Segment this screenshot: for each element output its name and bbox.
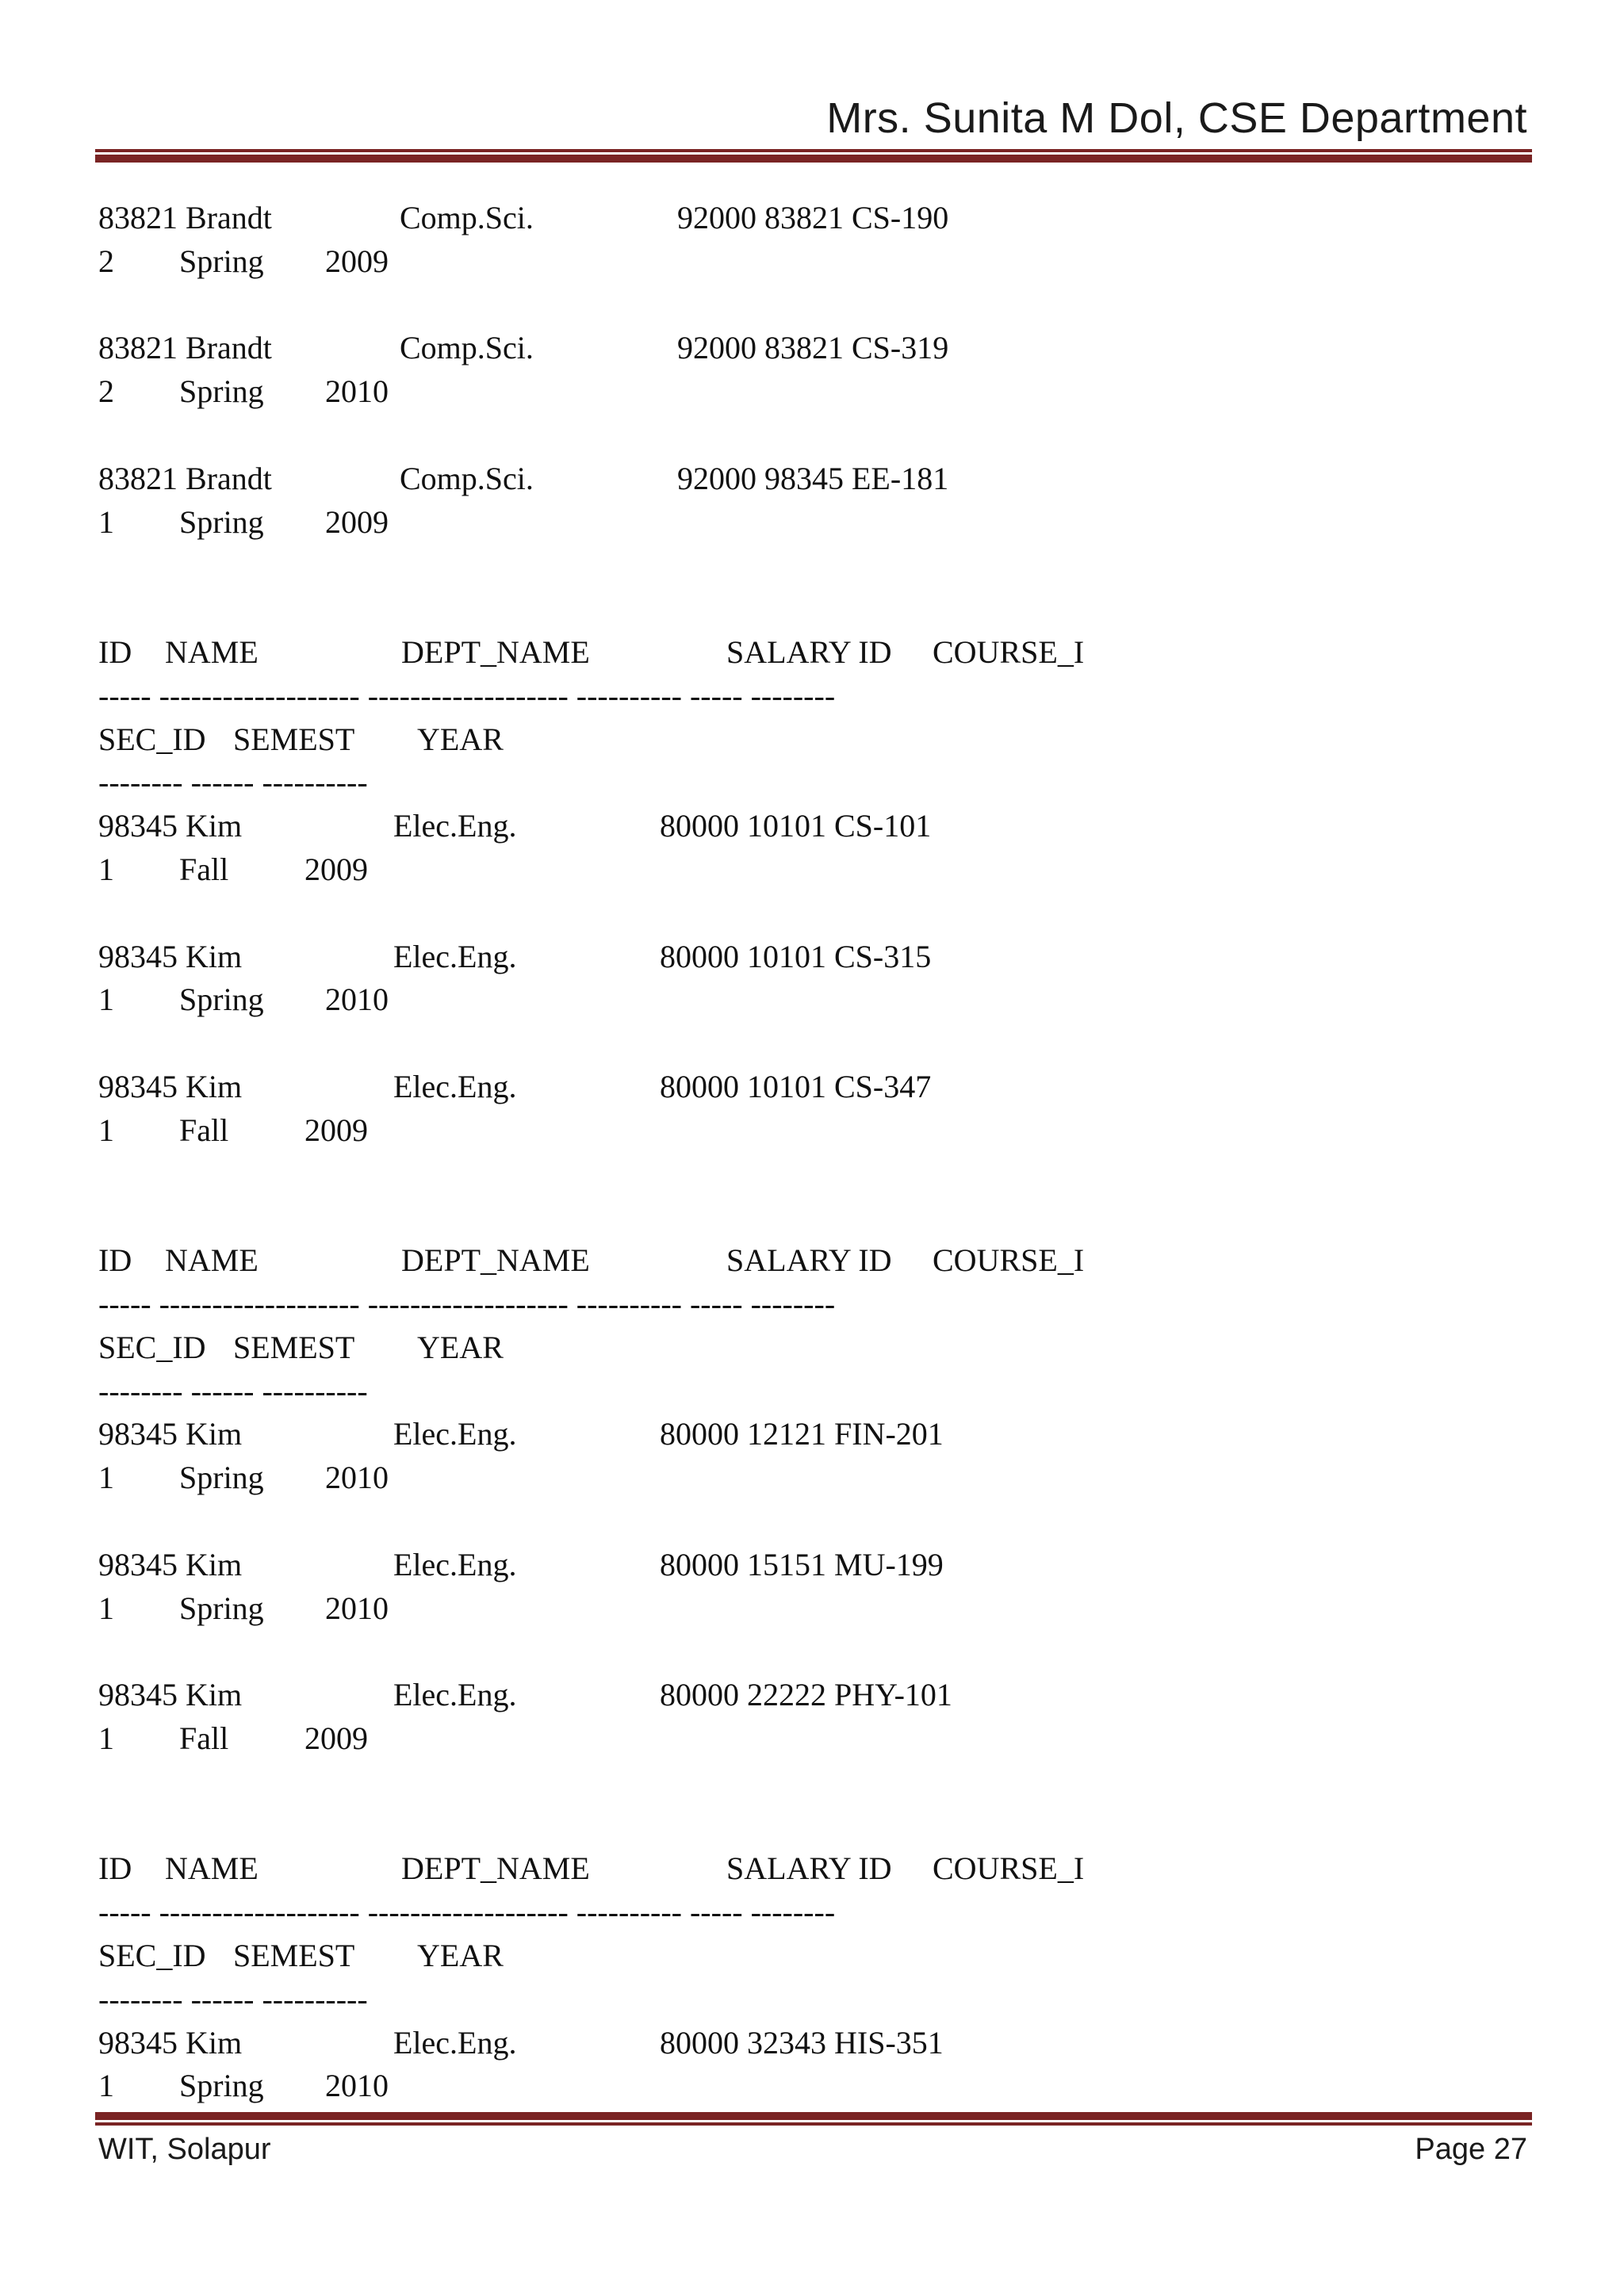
result-cell: ----- ------------------- ------------------- ---------- ----- -------- (98, 1894, 836, 1931)
result-cell: 80000 22222 PHY-101 (660, 1677, 952, 1713)
result-cell: SALARY ID (726, 1850, 892, 1887)
result-cell: YEAR (417, 1938, 504, 1973)
result-cell: 98345 Kim (98, 1416, 243, 1452)
result-cell: SEC_ID (98, 1329, 206, 1365)
result-cell: 2010 (325, 1460, 389, 1496)
result-cell: 80000 32343 HIS-351 (660, 2024, 944, 2061)
result-cell: 80000 12121 FIN-201 (660, 1416, 944, 1452)
result-cell: 1 (98, 1720, 114, 1756)
result-cell: Comp.Sci. (400, 460, 534, 496)
result-cell: ID (98, 1242, 132, 1279)
result-cell: 92000 98345 EE-181 (677, 460, 949, 496)
result-cell: Spring (179, 1460, 264, 1496)
result-cell: 2 (98, 373, 114, 410)
result-cell: ID (98, 634, 132, 670)
result-cell: DEPT_NAME (401, 634, 590, 670)
result-cell: Fall (179, 851, 229, 887)
result-cell: NAME (165, 634, 259, 670)
result-cell: ID (98, 1850, 132, 1887)
result-cell: Fall (179, 1720, 229, 1756)
result-cell: 2 (98, 243, 114, 279)
result-cell: COURSE_I (933, 1242, 1085, 1279)
result-cell: 2010 (325, 982, 389, 1018)
result-cell: 1 (98, 1590, 114, 1626)
result-cell: 83821 Brandt (98, 460, 272, 496)
result-cell: COURSE_I (933, 634, 1085, 670)
result-cell: DEPT_NAME (401, 1850, 590, 1887)
result-cell: SEMEST (233, 1329, 355, 1365)
result-cell: 98345 Kim (98, 1677, 243, 1713)
result-cell: ----- ------------------- ------------------- ---------- ----- -------- (98, 677, 836, 714)
result-cell: -------- ------ ---------- (98, 764, 368, 801)
result-cell: NAME (165, 1242, 259, 1279)
result-cell: 83821 Brandt (98, 200, 272, 235)
result-cell: Spring (179, 373, 264, 410)
result-cell: 2009 (325, 243, 389, 279)
result-cell: 80000 10101 CS-101 (660, 808, 932, 844)
result-cell: 1 (98, 1112, 114, 1148)
result-cell: 80000 15151 MU-199 (660, 1546, 944, 1582)
result-cell: 98345 Kim (98, 1546, 243, 1582)
result-cell: SALARY ID (726, 1242, 892, 1279)
result-cell: SEMEST (233, 1938, 355, 1973)
result-cell: SEMEST (233, 721, 355, 757)
result-cell: Spring (179, 2068, 264, 2104)
footer-page-number: Page 27 (1415, 2133, 1527, 2166)
result-cell: 1 (98, 2068, 114, 2104)
result-cell: Elec.Eng. (393, 1546, 517, 1582)
result-cell: 1 (98, 1460, 114, 1496)
result-cell: YEAR (417, 1329, 504, 1365)
result-cell: DEPT_NAME (401, 1242, 590, 1279)
result-cell: Elec.Eng. (393, 1677, 517, 1713)
result-cell: -------- ------ ---------- (98, 1372, 368, 1409)
result-cell: NAME (165, 1850, 259, 1887)
page-header-title: Mrs. Sunita M Dol, CSE Department (826, 94, 1527, 142)
result-cell: 98345 Kim (98, 2024, 243, 2061)
result-cell: Elec.Eng. (393, 1416, 517, 1452)
result-cell: Spring (179, 982, 264, 1018)
result-cell: 1 (98, 982, 114, 1018)
result-cell: 1 (98, 851, 114, 887)
result-cell: SEC_ID (98, 1938, 206, 1973)
footer-divider (95, 2112, 1532, 2126)
result-cell: YEAR (417, 721, 504, 757)
result-cell: 2009 (325, 503, 389, 540)
result-cell: 92000 83821 CS-190 (677, 200, 949, 235)
result-cell: COURSE_I (933, 1850, 1085, 1887)
result-cell: Elec.Eng. (393, 938, 517, 974)
result-cell: Spring (179, 503, 264, 540)
result-cell: Elec.Eng. (393, 2024, 517, 2061)
result-cell: Spring (179, 243, 264, 279)
result-cell: Elec.Eng. (393, 1069, 517, 1104)
result-cell: 80000 10101 CS-315 (660, 938, 932, 974)
result-cell: 98345 Kim (98, 938, 243, 974)
result-cell: SALARY ID (726, 634, 892, 670)
result-cell: 92000 83821 CS-319 (677, 330, 949, 366)
result-cell: 1 (98, 503, 114, 540)
result-cell: Spring (179, 1590, 264, 1626)
result-cell: 80000 10101 CS-347 (660, 1069, 932, 1104)
result-cell: Elec.Eng. (393, 808, 517, 844)
result-cell: 2009 (304, 1720, 368, 1756)
result-cell: Comp.Sci. (400, 330, 534, 366)
result-cell: Comp.Sci. (400, 200, 534, 235)
header-divider (95, 149, 1532, 163)
result-cell: ----- ------------------- ------------------- ---------- ----- -------- (98, 1286, 836, 1322)
result-cell: SEC_ID (98, 721, 206, 757)
result-cell: 2009 (304, 1112, 368, 1148)
footer-institution: WIT, Solapur (98, 2133, 271, 2166)
result-cell: 83821 Brandt (98, 330, 272, 366)
result-cell: Fall (179, 1112, 229, 1148)
result-cell: 98345 Kim (98, 808, 243, 844)
result-cell: 98345 Kim (98, 1069, 243, 1104)
result-cell: -------- ------ ---------- (98, 1980, 368, 2017)
result-cell: 2010 (325, 1590, 389, 1626)
result-cell: 2009 (304, 851, 368, 887)
result-cell: 2010 (325, 373, 389, 410)
result-cell: 2010 (325, 2068, 389, 2104)
